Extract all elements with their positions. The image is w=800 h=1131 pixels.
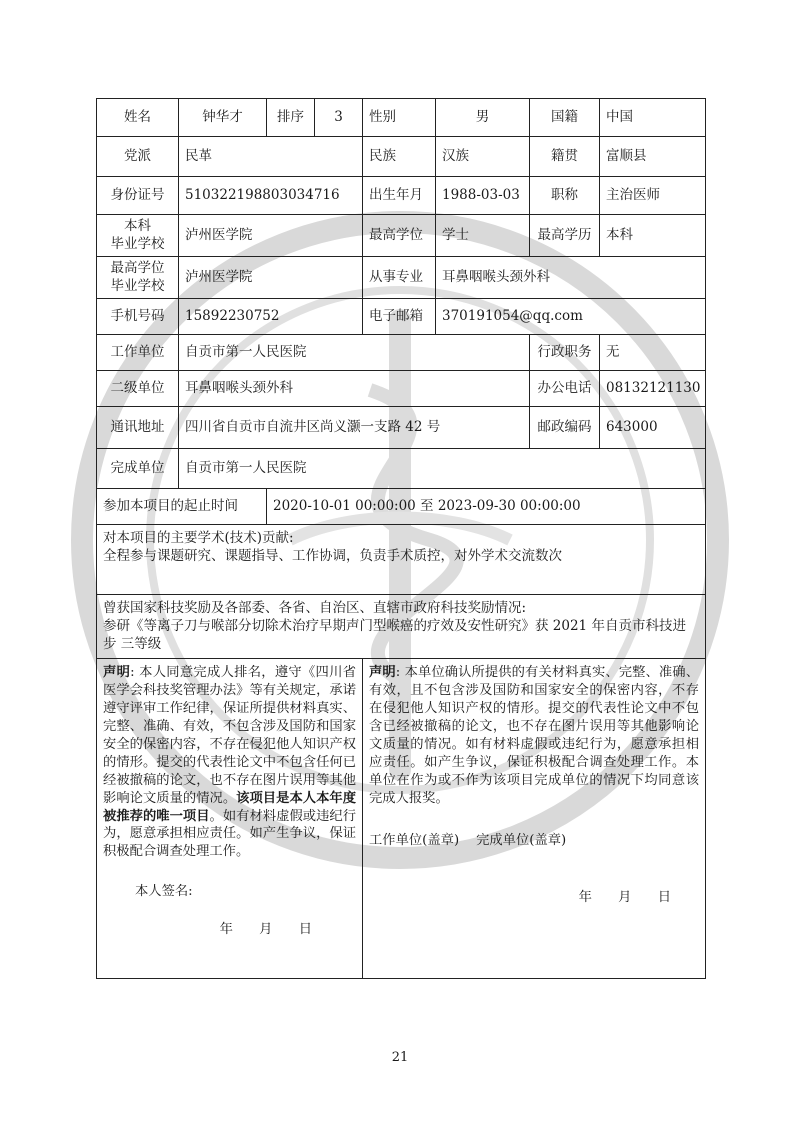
phone-value: 15892230752 bbox=[179, 299, 363, 335]
address-value: 四川省自贡市自流井区尚义灏一支路 42 号 bbox=[179, 407, 530, 449]
major-value: 耳鼻咽喉头颈外科 bbox=[436, 257, 706, 299]
degree-label: 最高学位 bbox=[363, 215, 436, 257]
awards-label: 曾获国家科技奖励及各部委、各省、自治区、直辖市政府科技奖励情况: bbox=[103, 600, 527, 616]
page-number: 21 bbox=[391, 1050, 409, 1065]
personnel-info-table bbox=[96, 98, 706, 979]
postcode-value: 643000 bbox=[600, 407, 706, 449]
undergrad-school-label-line2: 毕业学校 bbox=[110, 235, 165, 252]
signature-label: 本人签名: bbox=[135, 884, 193, 900]
email-value: 370191054@qq.com bbox=[436, 299, 706, 335]
complete-unit-value: 自贡市第一人民医院 bbox=[179, 449, 706, 489]
unit-stamp-label: 工作单位(盖章) 完成单位(盖章) bbox=[369, 832, 567, 848]
undergrad-school-label-line1: 本科 bbox=[124, 217, 151, 234]
title-label: 职称 bbox=[530, 177, 600, 215]
party-label: 党派 bbox=[97, 137, 179, 177]
awards-text: 参研《等离子刀与喉部分切除术治疗早期声门型喉癌的疗效及安性研究》获 2021 年自贡市科技进步 三等级 bbox=[103, 618, 686, 653]
dept-value: 耳鼻咽喉头颈外科 bbox=[179, 371, 530, 407]
birth-label: 出生年月 bbox=[363, 177, 436, 215]
admin-value: 无 bbox=[600, 335, 706, 371]
rank-value: 3 bbox=[315, 99, 363, 137]
work-unit-label: 工作单位 bbox=[97, 335, 179, 371]
unit-date: 年 月 日 bbox=[578, 890, 671, 906]
office-phone-value: 08132121130 bbox=[600, 371, 706, 407]
personal-declaration-bold: 该项目是本人本年度被推荐的唯一项目 bbox=[103, 790, 357, 824]
gender-value: 男 bbox=[436, 99, 530, 137]
gender-label: 性别 bbox=[363, 99, 436, 137]
education-label: 最高学历 bbox=[530, 215, 600, 257]
degree-school-label bbox=[97, 257, 179, 299]
name-value: 钟华才 bbox=[179, 99, 267, 137]
address-label: 通讯地址 bbox=[97, 407, 179, 449]
personal-date: 年 月 日 bbox=[219, 922, 312, 938]
admin-label: 行政职务 bbox=[530, 335, 600, 371]
undergrad-school-label bbox=[97, 215, 179, 257]
id-value: 510322198803034716 bbox=[179, 177, 363, 215]
birth-value: 1988-03-03 bbox=[436, 177, 530, 215]
nationality-label: 国籍 bbox=[530, 99, 600, 137]
rank-label: 排序 bbox=[267, 99, 315, 137]
period-value: 2020-10-01 00:00:00 至 2023-09-30 00:00:00 bbox=[267, 489, 706, 525]
email-label: 电子邮箱 bbox=[363, 299, 436, 335]
education-value: 本科 bbox=[600, 215, 706, 257]
name-label: 姓名 bbox=[97, 99, 179, 137]
undergrad-school-value: 泸州医学院 bbox=[179, 215, 363, 257]
work-unit-value: 自贡市第一人民医院 bbox=[179, 335, 530, 371]
personal-declaration bbox=[97, 659, 363, 979]
degree-school-label-line1: 最高学位 bbox=[110, 259, 165, 276]
ethnic-value: 汉族 bbox=[436, 137, 530, 177]
title-value: 主治医师 bbox=[600, 177, 706, 215]
id-label: 身份证号 bbox=[97, 177, 179, 215]
office-phone-label: 办公电话 bbox=[530, 371, 600, 407]
nationality-value: 中国 bbox=[600, 99, 706, 137]
party-value: 民革 bbox=[179, 137, 363, 177]
major-label: 从事专业 bbox=[363, 257, 436, 299]
personal-declaration-text-1: : 本人同意完成人排名，遵守《四川省医学会科技奖管理办法》等有关规定，承诺遵守评审工作纪律，保证所提供材料真实、完整、准确、有效，不包含涉及国防和国家安全的保密内容，不存在侵犯他人知识产权的情形。提交的代表性论文中不包含任何已经被撤稿的论文，也不存在图片误用等其他影响论文质量的情况。 bbox=[103, 665, 357, 806]
period-label: 参加本项目的起止时间 bbox=[97, 489, 267, 525]
complete-unit-label: 完成单位 bbox=[97, 449, 179, 489]
unit-declaration bbox=[363, 659, 706, 979]
contribution-text: 全程参与课题研究、课题指导、工作协调，负责手术质控，对外学术交流数次 bbox=[103, 548, 562, 565]
unit-declaration-text: : 本单位确认所提供的有关材料真实、完整、准确、有效，且不包含涉及国防和国家安全的保密内容，不存在侵犯他人知识产权的情形。提交的代表性论文中不包含已经被撤稿的论文，也不存在图片误用等其他影响论文质量的情况。如有材料虚假或违纪行为，愿意承担相应责任。如产生争议，保证积极配合调查处理工作。本单位在作为或不作为该项目完成单位的情况下均同意该完成人报奖。 bbox=[369, 665, 699, 806]
degree-value: 学士 bbox=[436, 215, 530, 257]
ethnic-label: 民族 bbox=[363, 137, 436, 177]
personal-declaration-head: 声明 bbox=[103, 665, 131, 680]
unit-declaration-head: 声明 bbox=[369, 665, 396, 680]
dept-label: 二级单位 bbox=[97, 371, 179, 407]
contribution-label: 对本项目的主要学术(技术)贡献: bbox=[103, 530, 294, 546]
origin-label: 籍贯 bbox=[530, 137, 600, 177]
personal-declaration-text-2: 。如有材料虚假或违纪行为，愿意承担相应责任。如产生争议，保证积极配合调查处理工作。 bbox=[103, 808, 357, 860]
phone-label: 手机号码 bbox=[97, 299, 179, 335]
origin-value: 富顺县 bbox=[600, 137, 706, 177]
degree-school-value: 泸州医学院 bbox=[179, 257, 363, 299]
contribution-section bbox=[97, 525, 706, 595]
postcode-label: 邮政编码 bbox=[530, 407, 600, 449]
degree-school-label-line2: 毕业学校 bbox=[110, 277, 165, 294]
awards-section bbox=[97, 595, 706, 659]
